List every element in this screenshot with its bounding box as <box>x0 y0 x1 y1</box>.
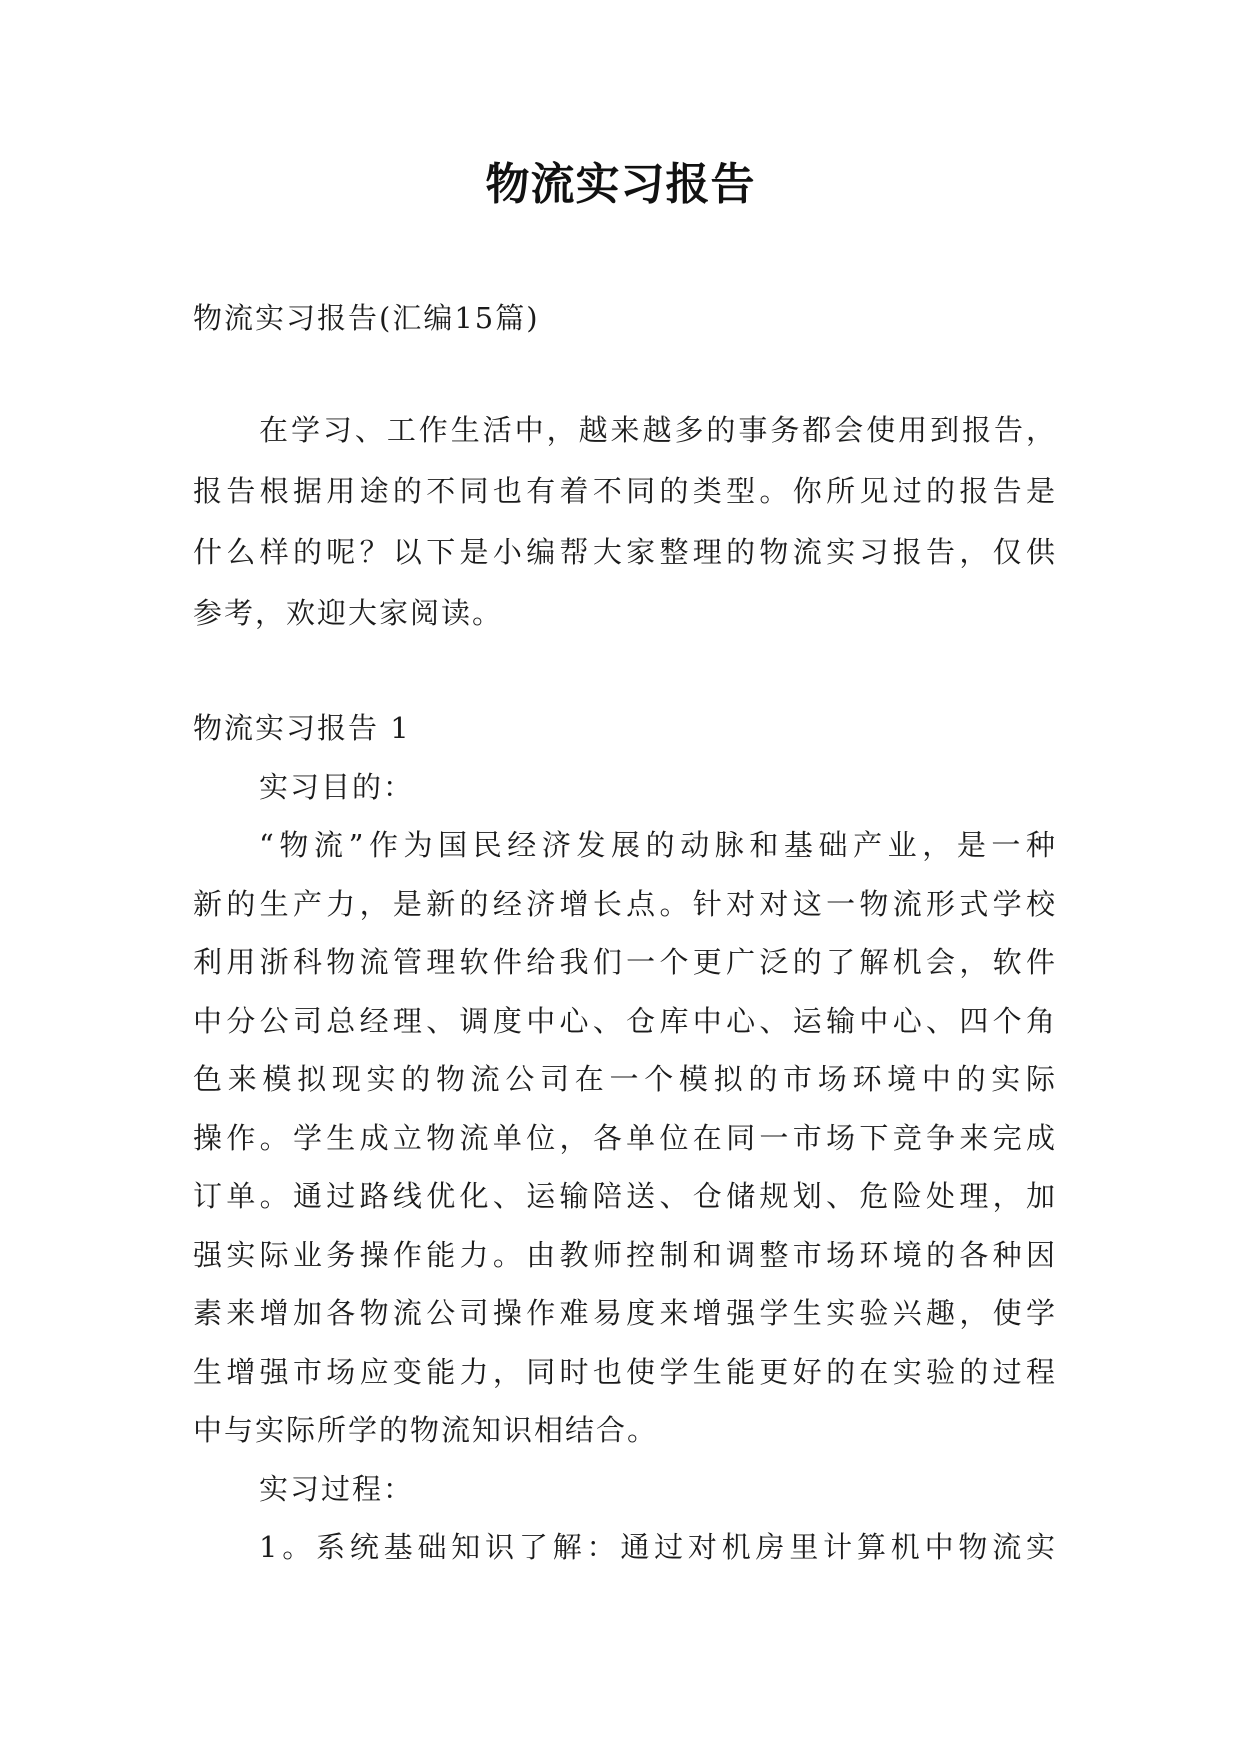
purpose-line: 中与实际所学的物流知识相结合。 <box>193 1413 659 1447</box>
purpose-line: 素来增加各物流公司操作难易度来增强学生实验兴趣，使学 <box>193 1296 1057 1330</box>
intro-line: 在学习、工作生活中，越来越多的事务都会使用到报告， <box>259 413 1057 447</box>
document-title: 物流实习报告 <box>485 159 756 210</box>
purpose-line: 利用浙科物流管理软件给我们一个更广泛的了解机会，软件 <box>193 945 1057 979</box>
intro-paragraph <box>193 400 1057 644</box>
purpose-line: 操作。学生成立物流单位，各单位在同一市场下竞争来完成 <box>193 1120 1057 1155</box>
document-subtitle-block <box>193 289 1057 348</box>
purpose-line: “物流”作为国民经济发展的动脉和基础产业，是一种 <box>259 828 1057 862</box>
purpose-line: 生增强市场应变能力，同时也使学生能更好的在实验的过程 <box>193 1354 1057 1389</box>
intro-line: 什么样的呢？以下是小编帮大家整理的物流实习报告，仅供 <box>193 535 1057 569</box>
intro-line: 参考，欢迎大家阅读。 <box>193 596 504 630</box>
process-item-line: 1。系统基础知识了解：通过对机房里计算机中物流实 <box>259 1530 1057 1564</box>
purpose-label: 实习目的： <box>259 769 415 804</box>
intro-line: 报告根据用途的不同也有着不同的类型。你所见过的报告是 <box>193 474 1057 508</box>
purpose-line: 中分公司总经理、调度中心、仓库中心、运输中心、四个角 <box>193 1003 1057 1038</box>
purpose-line: 色来模拟现实的物流公司在一个模拟的市场环境中的实际 <box>193 1062 1057 1096</box>
purpose-paragraph <box>193 816 1057 1460</box>
report-section-1 <box>193 699 1057 1577</box>
purpose-line: 新的生产力，是新的经济增长点。针对对这一物流形式学校 <box>193 886 1057 921</box>
process-label: 实习过程： <box>259 1471 415 1506</box>
document-subtitle: 物流实习报告(汇编15篇) <box>193 301 540 335</box>
section-heading: 物流实习报告 1 <box>193 711 411 745</box>
process-item-1 <box>193 1518 1057 1577</box>
purpose-line: 强实际业务操作能力。由教师控制和调整市场环境的各种因 <box>193 1237 1057 1272</box>
purpose-line: 订单。通过路线优化、运输陪送、仓储规划、危险处理，加 <box>193 1179 1057 1213</box>
